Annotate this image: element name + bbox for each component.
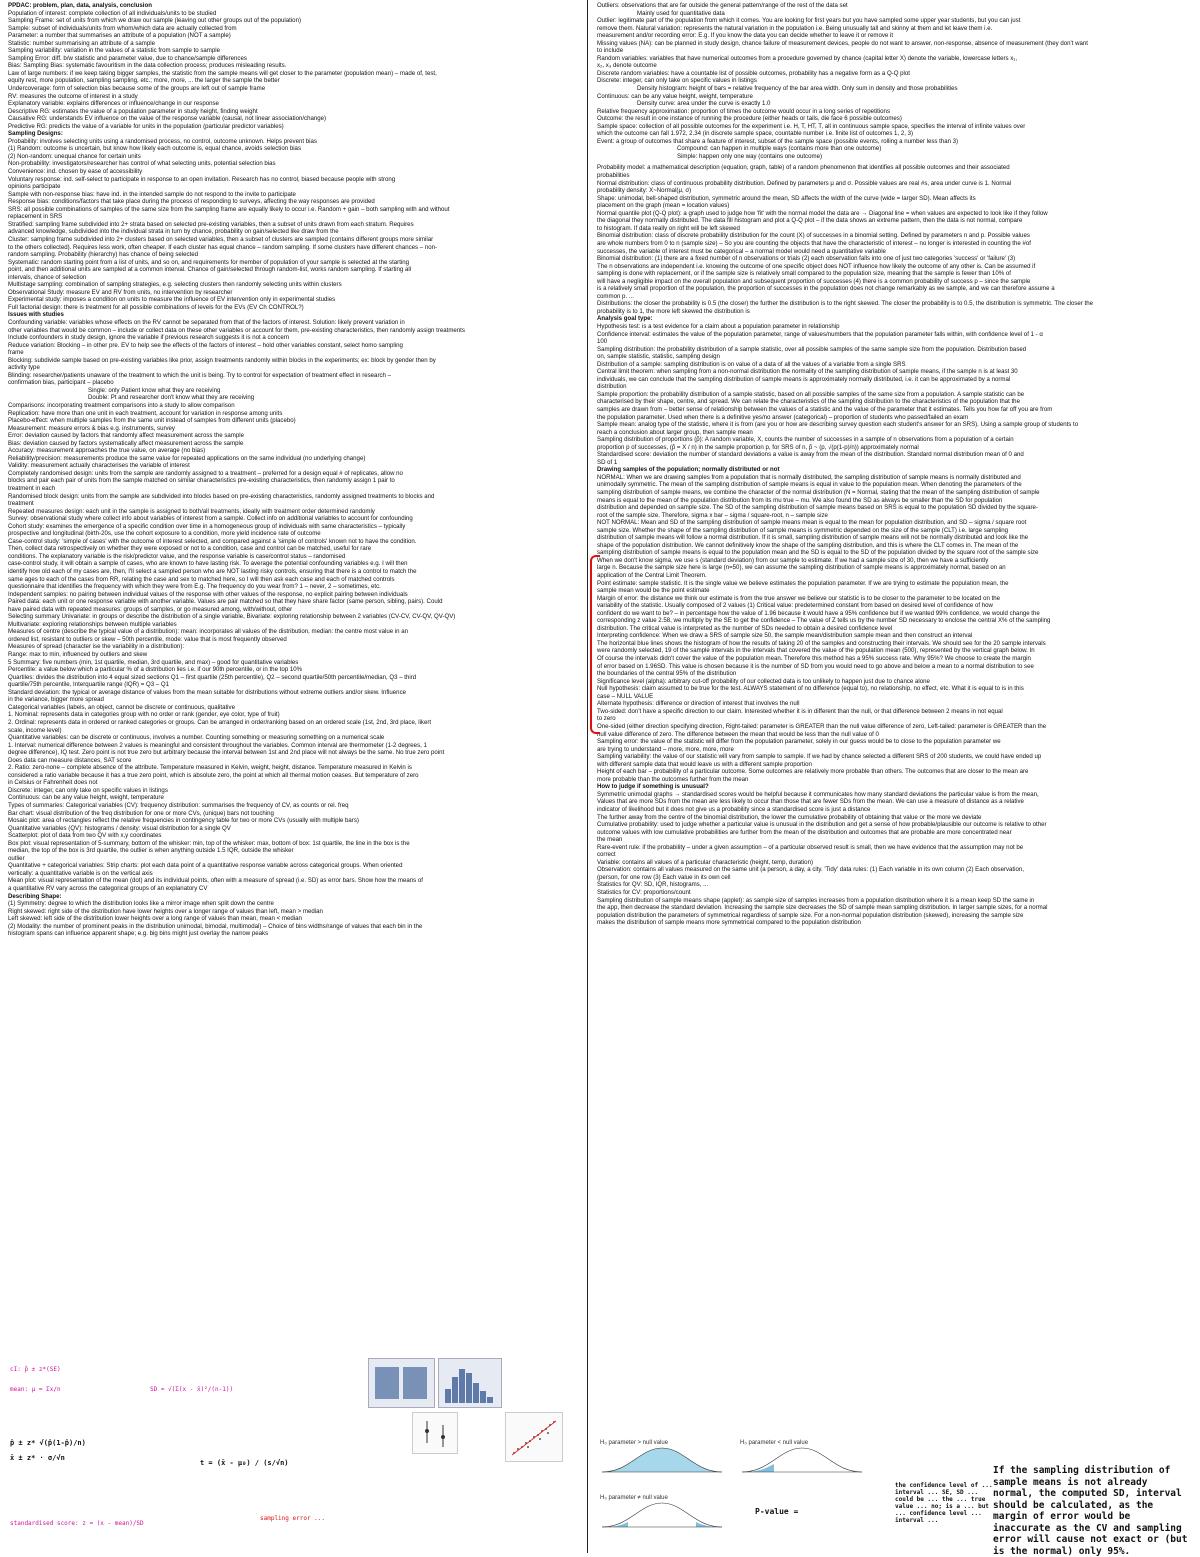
left-line: Quartiles: divides the distribution into 4 equal sized sections Q1 – first quartile (25th percentile), Q2 – second quartile/50th percentile/median, Q3 – third xyxy=(8,673,417,681)
right-line: Distribution of a sample: sampling distribution is on value of a data of all the values of a variable from a single SRS xyxy=(597,360,906,368)
right-line: large n. Because the sample size here is large (n=50), we can assume the sampling distribution of sample means is approximately normal, based on an xyxy=(597,564,1006,572)
right-line: Missing values (NA): can be planned in study design, chance failure of measurement devices, people do not want to answer, non-response, absence of measurement (they don't want xyxy=(597,39,1088,47)
right-line: Confidence interval: estimates the value of the population parameter, range of values/numbers that the population parameter falls within, with confidence level of 1 - α xyxy=(597,330,1043,338)
left-line: a quantitative RV vary across the categorical groups of an explanatory CV xyxy=(8,884,208,892)
right-line: Height of each bar – probability of a particular outcome. Some outcomes are relatively more probable than others. The outcomes that are closer to the mean are xyxy=(597,768,1029,776)
right-line: samples are drawn from – better sense of relationship between the values of a statistic and the value of the parameter that it estimates. Tells you how far off you are from xyxy=(597,405,1053,413)
left-line: Range: max to min, influenced by outliers and skew xyxy=(8,651,148,659)
right-line: Discrete random variables: have a countable list of possible outcomes, probability has a negative form as a Q-Q plot xyxy=(597,69,910,77)
right-line: case – NULL VALUE xyxy=(597,692,654,700)
right-line: Null hypothesis: claim assumed to be true for the test. ALWAYS statement of no difference (equal to), no relationship, no effect, etc. What it is equal to is in this xyxy=(597,685,1024,693)
right-line: The n observations are independent i.e. knowing the outcome of one specific object does NOT influence how likely the outcome of any other is. Can be assumed if xyxy=(597,262,1036,270)
right-line: Normal distribution: class of continuous probability distribution. Defined by parameters μ and σ. Possible values are real #s, area under curve is 1. Normal xyxy=(597,179,1012,187)
left-line: Include confounders in study design, ignore the variable if previous research suggests it is not a concern xyxy=(8,334,290,342)
two-sided-curve-figure xyxy=(600,1495,725,1530)
left-line: Sampling variability: variation in the values of a statistic from sample to sample xyxy=(8,47,221,55)
scatterplot-figure xyxy=(505,1412,563,1462)
right-line: correct xyxy=(597,851,616,859)
right-line: Interpreting confidence: When we draw a SRS of sample size 50, the sample mean/distribution sample mean and then construct an interval xyxy=(597,632,973,640)
right-line: sampling distribution of sample means is equal to the population mean and the SD is equal to the SD of the population divided by the square root of the sample size xyxy=(597,549,1039,557)
left-line: Categorical variables (labels, an object, cannot be discrete or continuous, qualitative xyxy=(8,703,235,711)
left-line: RV: measures the outcome of interest in a study xyxy=(8,92,138,100)
column-divider xyxy=(587,0,588,1553)
right-column xyxy=(597,2,1193,1547)
left-line: Descriptive RG: estimates the value of a population parameter in study height, finding weight xyxy=(8,107,258,115)
left-line: frame xyxy=(8,349,24,357)
left-line: scale, income level) xyxy=(8,726,62,734)
handwritten-note-mid: the confidence level of ... interval ... SE, SD ... could be ... the ... true value ... no; is a ... but ... confidence level ... interval ... xyxy=(895,1482,993,1524)
left-line: Undercoverage: form of selection bias because some of the groups are left out of sample frame xyxy=(8,85,266,93)
right-line: sampling is done with replacement, or if the sample size is relatively small compared to the population size, meaning that the sample is fewer than 10% of xyxy=(597,270,1011,278)
left-line: Comparisons: incorporating treatment comparisons into a study to allow comparison xyxy=(8,401,235,409)
right-line: Discrete: integer, can only take on specific values in listings xyxy=(597,77,757,85)
left-line: outlier xyxy=(8,854,25,862)
left-line: Bias: deviation caused by factors systematically affect measurement across the sample xyxy=(8,439,244,447)
left-line: Sample: subset of individuals/units from whom/which data are actually collected from xyxy=(8,24,237,32)
right-line: to include xyxy=(597,47,624,55)
right-line: Event: a group of outcomes that share a feature of interest, subset of the sample space (possible events, rolling a number less than 3) xyxy=(597,137,959,145)
left-line: Left skewed: left side of the distribution lower heights over a long range of values than mean, mean < median xyxy=(8,915,302,923)
right-line: Sampling distribution of sample means shape (applet): as sample size of samples increases from a population distribution where it is a mean keep SD the same in xyxy=(597,896,1035,904)
left-line: Paired data: each unit or one response variable with another variable. Values are pair matched so that they have share factor (same person, sibling, pairs). Could xyxy=(8,598,443,606)
pink-note-1: cI: p̂ ± z*(SE) xyxy=(10,1366,61,1373)
right-line: Outlier: legitimate part of the population from which it comes. You are looking for first years but you have sampled some upper year students, but you can just xyxy=(597,17,1021,25)
left-line: Multistage sampling: combination of sampling strategies, e.g. selecting clusters then randomly selecting units within clusters xyxy=(8,281,342,289)
left-line: Issues with studies xyxy=(8,311,64,319)
right-line: confident do we want to be? – in percentage how the value of 1.96 because it would have a 95% confidence but if we wanted 99% confidence, we would change the xyxy=(597,609,1040,617)
right-line: the boundaries of the central 95% of the distribution xyxy=(597,670,737,678)
left-line: Observational Study: measure EV and RV from units, no intervention by researcher xyxy=(8,288,233,296)
right-line: Sampling error: the value of the statistic will differ from the population parameter, solely in our guess would be to close to the population parameter we xyxy=(597,738,1001,746)
right-line: Simple: happen only one way (contains one outcome) xyxy=(677,152,822,160)
right-line: How to judge if something is unusual? xyxy=(597,783,709,791)
right-line: Point estimate: sample statistic. It is the single value we believe estimates the population parameter. If we are trying to estimate the population mean, the xyxy=(597,579,1009,587)
right-line: distribution of sample means will follow a normal distribution. If it is small, sampling distribution of sample means will not be normally distributed and look like the xyxy=(597,534,1029,542)
right-line: Symmetric unimodal graphs → standardised scores would be helpful because it communicates how many standard deviations the particular value is from the mean, xyxy=(597,790,1039,798)
left-line: Blocking: subdivide sample based on pre-existing variables like prior, assign treatments randomly within blocks in the experiments; ex: block by gender then by xyxy=(8,356,436,364)
left-line: Explanatory variable: explains differences or influence/change in our response xyxy=(8,100,219,108)
left-line: Validity: measurement actually characterises the variable of interest xyxy=(8,462,190,470)
left-line: Completely randomised design: units from the sample are randomly assigned to a treatment – preferred for a design equal # of replicates, allow no xyxy=(8,469,403,477)
right-line: probability is to 1, the more left skewed the distribution is xyxy=(597,307,750,315)
right-line: Values that are more SDs from the mean are less likely to occur than those that are fewer SDs from the mean. We can use a measure of distance as a relative xyxy=(597,798,1024,806)
right-line: individuals, we can conclude that the sampling distribution of sample means is approximately normally distributed, i.e. it can be approximated by a normal xyxy=(597,375,1011,383)
left-line: Selecting summary Univariate: in groups or describe the distribution of a single variable, Bivariate: exploring relationship between 2 variables (CV-CV, CV-QV, QV-QV) xyxy=(8,613,456,621)
left-line: same ages to each of the cases from RR, relating the case and sex to matched here, so I will then ask each case and each of matched controls xyxy=(8,575,395,583)
left-line: blocks and pair each pair of units from the sample matched on similar characteristics pre-existing characteristics, then randomly assign 1 pair to xyxy=(8,477,395,485)
right-line: (person, for one row (3) Each value in its own cell xyxy=(597,873,731,881)
right-line: Shape: unimodal, bell-shaped distribution, symmetric around the mean, SD affects the width of the curve (wide = larger SD). Mean affects its xyxy=(597,194,976,202)
left-line: ordered list, resistant to outliers or skew – 50th percentile, mode: value that is most frequently observed xyxy=(8,635,287,643)
histogram-figure xyxy=(438,1358,502,1408)
right-line: means is equal to the mean of the population distribution from its mu true – mu. We also found the SD as always be smaller than the SD for population xyxy=(597,496,1003,504)
right-line: the population parameter. Used when there is a definitive yes/no answer (categorical) – proportion of students who passed/failed an exam xyxy=(597,413,969,421)
left-line: Reduce variation: Blocking – in other pre. EV to help see the effects of the factors of interest – hold other variables constant, select homo sampling xyxy=(8,341,403,349)
right-line: distribution. The critical value is interpreted as the number of SDs needed to obtain a desired confidence level xyxy=(597,624,893,632)
right-line: Continuous: can be any value height, weight, temperature xyxy=(597,92,753,100)
right-line: indicator of likelihood but it does not give us a probability since a standardised score is just a distance xyxy=(597,805,871,813)
right-line: Distributions: the closer the probability is 0.5 (the closer) the further the distribution is to the right skewed. The closer the probability is to 0.5, the distribution is symmetric. The closer the xyxy=(597,300,1093,308)
left-line: conditions. The explanatory variable is the risk/predictor value, and the response variable is case/control status – randomised xyxy=(8,552,346,560)
right-line: Mainly used for quantitative data xyxy=(637,9,725,17)
right-line: Alternate hypothesis: difference or direction of interest that involves the null xyxy=(597,700,800,708)
left-line: median, the top of the box is 3rd quartile, the outlier is when anything outside 1.5 IQR, outside the whisker xyxy=(8,847,294,855)
right-line: Sample proportion: the probability distribution of a sample statistic, based on all possible samples of the same size from a population. A sample statistic can be xyxy=(597,390,1025,398)
right-line: sample mean would be the point estimate xyxy=(597,587,710,595)
right-line: to histogram. If data really on right will be left skewed xyxy=(597,224,740,232)
right-line: Two-sided: don't have a specific direction to our claim. Interested whether it is in different than the null, or that difference between 2 means in not equal xyxy=(597,707,1003,715)
left-line: Error: deviation caused by factors that randomly affect measurement across the sample xyxy=(8,432,244,440)
right-line: Hypothesis test: is a test evidence for a claim about a population parameter in relationship xyxy=(597,322,840,330)
right-line: characterised by their shape, centre, and spread. We can relate the characteristics of the sampling distribution to the characteristics of the population that the xyxy=(597,398,1020,406)
left-line: Sample with non-response bias: have ind. in the intended sample do not respond to the invite to participate xyxy=(8,190,296,198)
left-line: Parameter: a number that summarises an attribute of a population (NOT a sample) xyxy=(8,32,231,40)
left-line: equity rest, more population, sampling sampling, etc.; more, more, ... the larger the sample the better xyxy=(8,77,280,85)
left-line: considered a ratio variable because it has a true zero point, which is absolute zero, the point at which all thermal motion ceases. But temperature of zero xyxy=(8,771,419,779)
left-line: Accuracy: measurement approaches the true value, on average (no bias) xyxy=(8,447,206,455)
left-line: degree difference), IQ test. Zero point is not true zero but arbitrary because the interval between 1st and 2nd place will not always be the same. No true zero point xyxy=(8,749,445,757)
left-line: Quantitative + categorical variables: Strip charts: plot each data point of a quantitative response variable across categorical groups. When oriented xyxy=(8,862,403,870)
left-line: Cohort study: examines the emergence of a specific condition over time in a homogeneous group of individuals with same characteristics – typically xyxy=(8,522,406,530)
left-line: Scatterplot: plot of data from two QV with x,y coordinates xyxy=(8,832,162,840)
left-line: case-control study, it will obtain a sample of cases, who are known to have lasting risk. To average the potential confounding variables e.g. I will then xyxy=(8,560,408,568)
right-line: the app, then decrease the standard deviation. Increasing the sample size decreases the SD of sample mean sampling distribution. In larger sample sizes, for a normal xyxy=(597,904,1048,912)
left-line: Sampling Frame: set of units from which we draw our sample (leaving out other groups out of the population) xyxy=(8,17,301,25)
left-line: Reliability/precision: measurements produce the same value for repeated applications on the same individual (no underlying change) xyxy=(8,454,366,462)
left-line: other variables that would be common – include or collect data on these other variables or account for them, pre-existing characteristics, then randomly assign treatments xyxy=(8,326,465,334)
handwritten-note-bottom-right: If the sampling distribution of sample means is not already normal, the computed SD, interval should be calculated, as the margin of error would be inaccurate as the CV and sampling error will cause not exact or (but is the normal) only 95%. xyxy=(993,1465,1188,1557)
right-line: distribution and depended on sample size. The SD of the sampling distribution of sample means based on SRS is equal to the population SD divided by the square- xyxy=(597,504,1038,512)
left-line: Double: Pt and researcher don't know what they are receiving xyxy=(88,394,255,402)
right-line: Sampling distribution of proportions (p̂): A random variable, X, counts the number of successes in a sample of n observations from a population of a certain xyxy=(597,436,1014,444)
mean-plot-figure xyxy=(412,1412,458,1454)
pink-note-3: SD = √(Σ(x - x̄)²/(n-1)) xyxy=(150,1386,234,1393)
right-line: probabilities xyxy=(597,172,630,180)
left-line: Causative RG: understands EV influence on the value of the response variable (causal, not linear association/change) xyxy=(8,115,327,123)
left-line: histogram spans can influence apparent shape; e.g. big bins might just overlay the narrow peaks xyxy=(8,930,269,938)
left-line: Response bias: conditions/factors that take place during the process of responding to surveys, affecting the way responses are provided xyxy=(8,198,375,206)
right-line: will have a negligible impact on the overall population and subsequent proportion of successes (4) there is a common probability of success p – since the sample xyxy=(597,277,1031,285)
right-line: Density histogram: height of bars = relative frequency of the bar area width. Only sum in density and those probabilities xyxy=(637,85,958,93)
left-line: 1. Interval: numerical difference between 2 values is meaningful and consistent throughout the variables. Common interval are thermometer (1-2 degrees, 1 xyxy=(8,741,427,749)
left-line: in Celsius or Fahrenheit does not xyxy=(8,779,98,787)
boxplot-figure xyxy=(368,1358,435,1408)
h0-label-2: H₀ parameter < null value xyxy=(740,1440,809,1446)
right-line: successes, the variable of interest must be categorical – a normal model would need a quantitative variable xyxy=(597,247,886,255)
left-line: Probability: involves selecting units using a randomised process, no control, outcome unknown. Helps prevent bias xyxy=(8,137,317,145)
left-line: Sampling Error: diff. b/w statistic and parameter value, due to chance/sample differences xyxy=(8,54,247,62)
right-line: Statistics for QV: SD, IQR, histograms, ... xyxy=(597,881,709,889)
right-line: Drawing samples of the population; normally distributed or not xyxy=(597,466,780,474)
right-line: SD of 1 xyxy=(597,458,618,466)
right-line: Sampling distribution: the probability distribution of a sample statistic, over all possible samples of the same sample size from the population. Distribution based xyxy=(597,345,1027,353)
scratch-equation-t: t = (x̄ - μ₀) / (s/√n) xyxy=(200,1459,289,1467)
right-line: reach a conclusion about larger group, then sample mean xyxy=(597,428,753,436)
left-line: advanced knowledge, subdivided into the individual strata in turn by chance, probability on gain/selected like draw from the xyxy=(8,228,339,236)
left-line: Measurement: measure errors & bias e.g. instruments, survey xyxy=(8,424,175,432)
right-line: sampling distribution of sample means, we combine the character of the normal distribution (N = Normal, stating that the mean of the sampling distribution of sample xyxy=(597,489,1040,496)
left-line: have paired data with repeated measures: groups of samples, or go measured among, with/without, other xyxy=(8,605,293,613)
right-line: were randomly selected, 19 of the sample intervals in the intervals that covered the value of the population mean (500), represented by the vertical graph below. In xyxy=(597,647,1035,655)
right-line: Sampling variability: the value of our statistic will vary from sample to sample. If we had by chance selected a different SRS of 200 students, we could have ended up xyxy=(597,753,1042,761)
right-line: Central limit theorem: when sampling from a non-normal distribution the normality of the sampling distribution of sample means, if the sample n is at least 30 xyxy=(597,368,1018,376)
left-line: Multivariate: exploring relationships between multiple variables xyxy=(8,620,177,628)
left-line: Independent samples: no pairing between individual values of the response with other values of the response, no explicit pairing between individuals xyxy=(8,590,408,598)
left-line: confirmation bias, participant – placebo xyxy=(8,379,114,387)
left-line: vertically: a quantitative variable is on the vertical axis xyxy=(8,869,153,877)
right-line: NOT NORMAL: Mean and SD of the sampling distribution of sample means mean is equal to the mean for population distribution, and SD – sigma / square root xyxy=(597,519,1027,527)
scratch-equation-ci: p̂ ± z* √(p̂(1-p̂)/n) xyxy=(10,1439,86,1447)
left-line: Right skewed: right side of the distribution have lower heights over a longer range of values than left, mean > median xyxy=(8,907,323,915)
right-line: The horizontal blue lines shows the histogram of how the results of taking 20 of the samples and constructing their intervals. We should see for the 20 sample intervals xyxy=(597,639,1046,647)
left-line: Types of summaries: Categorical variables (CV): frequency distribution: summarises the frequency of CV, as counts or rel. freq xyxy=(8,801,349,809)
right-line: shape of the population distribution. We cannot definitively know the shape of the sampling distribution, and this is where the CLT comes in. The mean of the xyxy=(597,541,1019,549)
right-line: Sample mean: analog type of the statistic, where it is from (are you or how are describing survey question each student's answer for an SRS). Using a sample group of students to xyxy=(597,421,1079,429)
left-line: Does data can measure distances, SAT score xyxy=(8,756,132,764)
right-line: Sample space: collection of all possible outcomes for the experiment i.e. H, T, HT, T, all in continuous sample space, specifies the interval of infinite values over xyxy=(597,122,1026,130)
left-line: intervals, chance of selection xyxy=(8,273,87,281)
left-line: Law of large numbers: if we keep taking bigger samples, the statistic from the sample means will get closer to the parameter (population mean) – made of, test, xyxy=(8,69,437,77)
red-note: sampling error ... xyxy=(260,1515,326,1522)
left-line: Sampling Designs: xyxy=(8,130,63,138)
left-line: (1) Symmetry: degree to which the distribution looks like a mirror image when split down the centre xyxy=(8,900,274,908)
right-line: makes the distribution of sample means more symmetrical compared to the population distribution xyxy=(597,919,861,927)
right-line: the mean xyxy=(597,836,623,844)
right-line: measurement and/or recording error: E.g. If you know the data you can decide whether to leave it or remove it xyxy=(597,32,894,40)
h0-label-1: H₀ parameter > null value xyxy=(600,1440,669,1446)
left-line: SRS: all possible combinations of samples of the same size from the sampling frame are equally likely to occur i.e. Random + gain – both sampling with and without xyxy=(8,205,450,213)
left-column xyxy=(8,2,578,1547)
left-line: Mosaic plot: area of rectangles reflect the relative frequencies in contingency table for two or more CVs (usually with multiple bars) xyxy=(8,817,359,825)
histogram-svg xyxy=(439,1359,501,1407)
right-line: Cumulative probability: used to judge whether a particular value is unusual in the distribution and get a sense of how probable/plausible our outcome is relative to other xyxy=(597,821,1047,829)
right-line: Density curve: area under the curve is exactly 1.0 xyxy=(637,100,771,108)
left-line: 1. Nominal: represents data in categories group with no order or rank (gender, eye color, type of fruit) xyxy=(8,711,280,719)
right-line: on, sample statistic, statistic, sampling design xyxy=(597,353,720,361)
left-line: Standard deviation: the typical or average distance of values from the mean suitable for distributions without extreme outliers and/or skew. Influence xyxy=(8,688,407,696)
right-line: Normal quantile plot (Q-Q plot): a graph used to judge how 'fit' with the normal model the data are → Diagonal line = when values are expected to look like if they follow xyxy=(597,209,1048,217)
right-line: remove them. Natural variation: represents the natural variation in the population i.e. Being unusually tall and skinny at them and let leave them i.e. xyxy=(597,24,993,32)
left-line: 2. Ratio: zero-none – complete absence of the attribute. Temperature measured in Kelvin, weight, height, distance. Temperature measured in Kelvin is xyxy=(8,764,412,772)
left-line: Convenience: ind. chosen by ease of accessibility xyxy=(8,168,143,176)
left-line: Placebo-effect: when multiple samples from the same unit instead of samples from different units (placebo) xyxy=(8,417,296,425)
right-line: proportion p of successes, (p̂ = X / n) in the sample proportion p, for SRS of n, p̂ ~ (p, √(p(1-p)/n)) approximately normal xyxy=(597,443,919,451)
right-line: Random variables: variables that have numerical outcomes from a procedure governed by chance (capital letter X) denote the variable, lowercase letters x₁, xyxy=(597,54,1018,62)
left-tailed-curve-figure xyxy=(740,1440,865,1475)
right-line: to zero xyxy=(597,715,616,723)
left-line: (1) Random: outcome is uncertain, but know how likely each outcome is, equal chance, avoids selection bias xyxy=(8,145,301,153)
right-line: of error based on 1.96SD. This value is chosen because it is the number of SD from you would need to go above and below a mean to a normal distribution to see xyxy=(597,662,1034,670)
right-line: 100 xyxy=(597,338,608,346)
right-tailed-curve-figure xyxy=(600,1440,725,1475)
left-line: Predictive RG: predicts the value of a variable for units in the population (particular predictor variables) xyxy=(8,122,284,130)
left-line: Non-probability: investigators/researcher has control of what selecting units, potential selection bias xyxy=(8,160,276,168)
left-line: 2. Ordinal: represents data in ordered or ranked categories or groups. Can be arranged in order/ranking based on an ordered scale (1st, 2nd, 3rd place, likert xyxy=(8,718,432,726)
p-value-label: P-value = xyxy=(755,1507,799,1516)
right-line: Statistics for CV: proportions/count xyxy=(597,888,691,896)
left-line: Single: only Patient know what they are receiving xyxy=(88,386,221,394)
right-line: One-sided (either direction specifying direction, Right-tailed: parameter is GREATER than the null value difference of zero, Left-tailed: parameter is GREATER than the xyxy=(597,722,1047,730)
right-line: x₂, x₃ denote outcome xyxy=(597,62,657,70)
left-line: Blinding: researcher/patients unaware of the treatment to which the unit is being. Try to control for expectation of treatment effect in research – xyxy=(8,371,391,379)
left-line: identify how old each of my cases are, then, I'll select a sampled person who are NOT lasting risky controls, ensuring that there is a control to match the xyxy=(8,568,417,576)
left-line: (2) Non-random: unequal chance for certain units xyxy=(8,152,141,160)
right-line: Outliers: observations that are far outside the general pattern/range of the rest of the data set xyxy=(597,2,848,9)
left-line: Box plot: visual representation of 5-summary, bottom of the whisker: min, top of the whisker: max, bottom of box: 1st quartile, the line in the box is the xyxy=(8,839,410,847)
right-line: placement on the graph (mean = location values) xyxy=(597,202,730,210)
right-line: common p. ... xyxy=(597,292,634,300)
left-line: questionnaire that identifies the frequency with which they were from E.g. The frequency do you wear from? 1 – never, 2 – sometimes, etc. xyxy=(8,583,381,591)
right-line: Of course the intervals didn't cover the value of the population mean. Therefore this method has a 95% success rate. Why 95%? We choose to create the margin xyxy=(597,655,1031,663)
red-bracket-annotation xyxy=(590,555,600,734)
right-line: Outcome: the result in one instance of running the procedure (either heads or tails, die face 6 possible outcomes) xyxy=(597,115,902,123)
left-line: Replication: have more than one unit in each treatment, account for variation in response among units xyxy=(8,409,283,417)
left-line: Quantitative variables: can be discrete or continuous, involves a number. Counting something or measuring something on a numerical scale xyxy=(8,734,385,742)
right-line: Rare-event rule: if the probability – under a given assumption – of a particular observed result is small, then we have evidence that the assumption may not be xyxy=(597,843,1024,851)
left-line: Experimental study: imposes a condition on units to measure the influence of EV intervention only in experimental studies xyxy=(8,296,336,304)
right-line: null value difference of zero. The difference between the mean that would be less than the null value of 0 xyxy=(597,730,879,738)
left-line: Stratified: sampling frame subdivided into 2+ strata based on selected pre-existing variables, then a subset of units drawn from each stratum. Requires xyxy=(8,220,414,228)
left-line: Bias: Sampling Bias: systematic favouritism in the data collection process; produces misleading results. xyxy=(8,62,287,70)
right-line: Analysis goal type: xyxy=(597,315,653,323)
right-line: the diagonal they normally distributed. The data fill histogram and plot a Q-Q plot – if the data shows an extreme pattern, then the data is not normal, compare xyxy=(597,217,1023,225)
left-line: replacement in SRS xyxy=(8,213,63,221)
right-line: When we don't know sigma, we use s (standard deviation) from our sample to estimate. If we had a sample size of 30, then we have a sufficiently xyxy=(597,556,989,564)
right-line: distribution xyxy=(597,383,627,391)
left-line: quartile/75th percentile, Interquartile range (IQR) = Q3 – Q1 xyxy=(8,681,170,689)
right-line: Relative frequency approximation: proportion of times the outcome would occur in a long series of repetitions xyxy=(597,107,890,115)
right-line: Binomial distribution: (1) there are a fixed number of n observations or trials (2) each observation falls into one of just two categories 'success' or 'failure' (3) xyxy=(597,255,1016,263)
left-line: 5 Summary: five numbers (min, 1st quartile, median, 3rd quartile, and max) – good for quantitative variables xyxy=(8,658,299,666)
pink-note-4: standardised score: z = (x - mean)/SD xyxy=(10,1520,144,1527)
right-line: application of the Central Limit Theorem. xyxy=(597,572,707,580)
right-line: are whole numbers from 0 to n (sample size) – So you are counting the objects that have the characteristic of interest – no longer is interested in counting the #of xyxy=(597,239,1031,247)
right-line: outcome values with low cumulative probabilities are further from the mean of the distribution and outcomes that are probable are more concentrated near xyxy=(597,828,1012,836)
left-line: Full factorial design: there is treatment for all possible combinations of levels for the EVs (EV Ch CONTROL?) xyxy=(8,303,304,311)
left-line: Voluntary response: ind. self-select to participate in response to an open invitation. Research has no control, biased because people with strong xyxy=(8,175,396,183)
left-line: Bar chart: visual distribution of the freq distribution for one or more CVs, (unique) bars not touching xyxy=(8,809,274,817)
left-line: opinions participate xyxy=(8,183,61,191)
right-line: Observation: contains all values measured on the same unit (a person, a day, a city. 'Tidy' data rules: (1) Each variable in its own column (2) Each observation, xyxy=(597,866,1024,874)
right-line: more probable than the outcomes further from the mean xyxy=(597,775,749,783)
right-line: is a relatively small proportion of the population, the proportion of successes in the population does not change remarkably as we sample, and we can therefore assume a xyxy=(597,285,1055,293)
left-line: Cluster: sampling frame subdivided into 2+ clusters based on selected variables, then a subset of clusters are sampled (contains different groups more similar xyxy=(8,235,434,243)
left-line: Describing Shape: xyxy=(8,892,62,900)
left-line: Mean plot: visual representation of the mean (dot) and its individual points, often with a measure of spread (i.e. SD) as error bars. Show how the means of xyxy=(8,877,423,885)
left-line: Case-control study: 'simple of cases' with the outcome of interest selected, and compared against a 'simple of controls' known not to have the condition. xyxy=(8,537,417,545)
right-line: Probability model: a mathematical description (equation, graph, table) of a random phenomenon that identifies all possible outcomes and their associated xyxy=(597,164,1010,172)
left-line: Confounding variable: variables whose effects on the RV cannot be separated from that of the factors of interest. Solution: likely prevent variation in xyxy=(8,318,405,326)
right-line: unimodally symmetric. The mean of the sampling distribution of sample means is equal in value to the population mean. When denoting the parameters of the xyxy=(597,481,1022,489)
right-line: Margin of error: the distance we think our estimate is from the true answer we believe our statistic is to be closer to the parameter to be located on the xyxy=(597,594,1001,602)
scratch-equation-mean: x̄ ± z* · σ/√n xyxy=(10,1454,65,1462)
left-line: treatment in each xyxy=(8,485,56,492)
right-line: Compound: can happen in multiple ways (contains more than one outcome) xyxy=(677,145,882,153)
right-line: Binomial distribution: class of discrete probability distribution for the count (X) of successes in a binomial setting. Defined by parameters n and p. Possible values xyxy=(597,232,1030,240)
left-line: Continuous: can be any value height, weight, temperature xyxy=(8,794,164,802)
right-line: population distribution the parameters of symmetrical regardless of sample size. For a non-normal population distribution (skewed), increasing the sample size xyxy=(597,911,1024,919)
left-line: point, and then additional units are sampled at a common interval. Chance of gain/selected through random-list, works random sampling. If starting all xyxy=(8,266,412,274)
left-line: Systematic: random starting point from a list of units, and so on, and requirements for member of population of your sample is selected at the starting xyxy=(8,258,410,266)
left-line: Repeated measures design: each unit in the sample is assigned to both/all treatments, ideally with treatment order determined randomly xyxy=(8,507,375,515)
right-line: The further away from the centre of the binomial distribution, the lower the cumulative probability of obtaining that value or the more we deviate xyxy=(597,813,982,821)
right-line: NORMAL: When we are drawing samples from a population that is normally distributed, the sampling distribution of sample means is normally distributed and xyxy=(597,473,1021,481)
right-line: root of the sample size. Therefore, sigma x bar – sigma / square-root, n – sample size xyxy=(597,511,828,519)
right-line: sample size. Whether the shape of the sampling distribution of sample means is symmetric depended on the size of the sample (CLT) i.e. large sampling xyxy=(597,526,1009,534)
right-line: variability of the statistic. Usually composed of 2 values (1) Critical value: predetermined constant from based on desired level of confidence of how xyxy=(597,602,993,610)
left-line: Survey: observational study where collect info about variables of interest from a sample. Collect info on additional variables to account for confounding xyxy=(8,515,413,523)
left-line: Population of interest: complete collection of all individuals/units to be studied xyxy=(8,9,217,17)
left-line: treatment xyxy=(8,500,34,508)
right-line: corresponding z value 2.58, we multiply by the SE to get the confidence – The value of Z tells us by the number SD necessary to enclose the central X% of the sampling xyxy=(597,617,1051,625)
left-line: activity type xyxy=(8,364,40,372)
left-line: in the variance, bigger more spread xyxy=(8,696,104,704)
right-line: probability density: X~Normal(μ, σ) xyxy=(597,187,692,195)
left-line: PPDAC: problem, plan, data, analysis, conclusion xyxy=(8,2,152,9)
right-line: are trying to understand – more, more, more, more xyxy=(597,745,734,753)
left-line: Measures of centre (describe the typical value of a distribution): mean: incorporates all values of the distribution, median: the centre most value in an xyxy=(8,628,409,636)
right-line: Significance level (alpha): arbitrary cut-off probability of our collected data is too unlikely to happen just due to chance alone xyxy=(597,677,930,685)
right-line: Standardised score: deviation the number of standard deviations a value is away from the mean of the distribution. Standard normal distribution mean of 0 and xyxy=(597,451,1024,459)
left-line: (2) Modality: the number of prominent peaks in the distribution unimodal, bimodal, multimodal) – Choice of bins widths/range of values that each bin in the xyxy=(8,922,423,930)
left-line: Measures of spread (character ise the variability in a distribution): xyxy=(8,643,185,651)
right-line: which the outcome can fall 1.972, 2.34 (in discrete sample space, countable number i.e. finite list of outcomes 1, 2, 3) xyxy=(597,130,914,138)
left-line: Then, collect data retrospectively on whether they were exposed or not to a condition, case and control can be matched, useful for rare xyxy=(8,545,372,553)
left-line: prospective and longitudinal (birth-20s, use the cohort exposure to a condition, more yield incidence rate of outcome xyxy=(8,530,321,538)
left-line: Quantitative variables (QV): histograms / density: visual distribution for a single QV xyxy=(8,824,231,832)
h0-label-3: H₀ parameter ≠ null value xyxy=(600,1495,668,1501)
left-line: Statistic: number summarising an attribute of a sample xyxy=(8,39,155,47)
left-line: Randomised block design: units from the sample are subdivided into blocks based on pre-existing characteristics, randomly assigned treatments to blocks and xyxy=(8,492,435,500)
left-line: Discrete: integer, can only take on specific values in listings xyxy=(8,786,168,794)
left-line: Percentile: a value below which a particular % of a distribution lies i.e. if our 90th percentile, or in the top 10% xyxy=(8,666,303,674)
left-line: random sampling. Probability (hierarchy) has chance of being selected xyxy=(8,251,199,259)
left-line: to the others collected). Requires less work, often cheaper. If each cluster has equal chance – random sampling. If some clusters have different chances – non- xyxy=(8,243,438,251)
right-line: with different sample data that would leave us with a different sample proportion xyxy=(597,760,812,768)
right-line: Variable: contains all values of a particular characteristic (height, temp, duration) xyxy=(597,858,813,866)
pink-note-2: mean: μ = Σx/n xyxy=(10,1386,61,1393)
